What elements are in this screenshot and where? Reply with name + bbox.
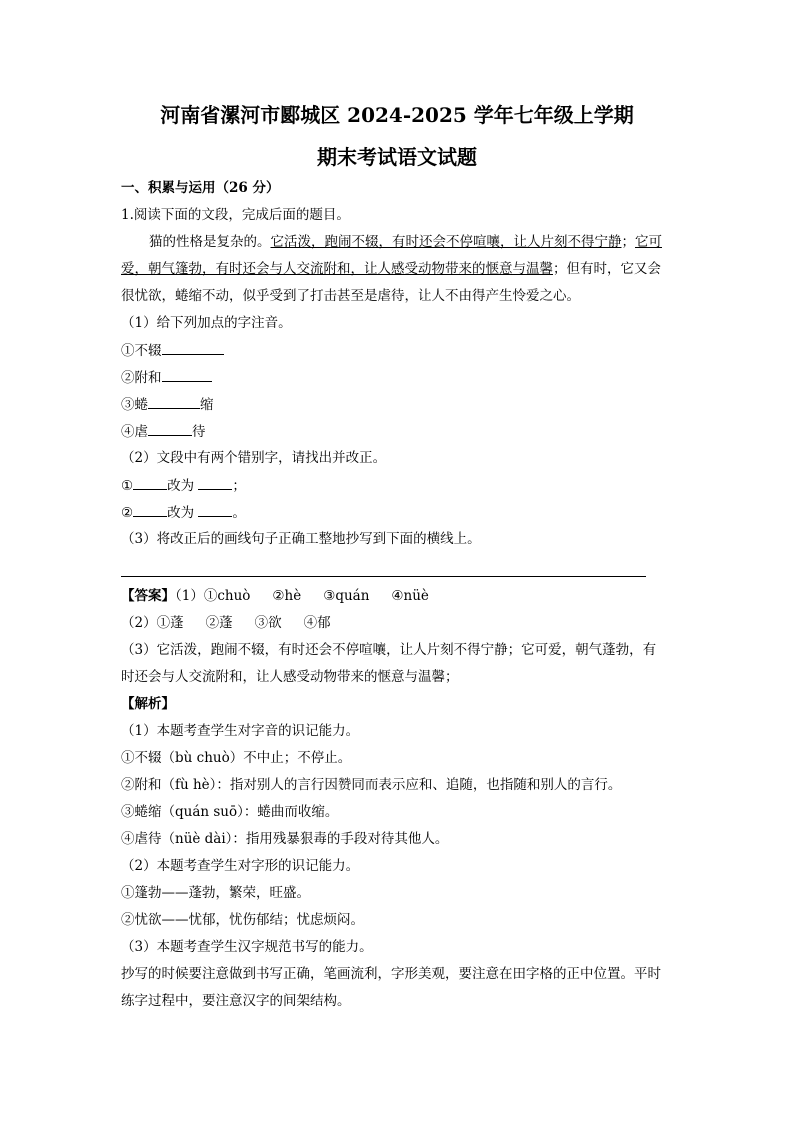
sub-question-3: （3）将改正后的画线句子正确工整地抄写到下面的横线上。 [121, 531, 481, 547]
sub-question-2: （2）文段中有两个错别字，请找出并改正。 [121, 450, 387, 466]
fix-item-2: ② 改为 。 [121, 502, 246, 523]
answer-line-2: （2）①蓬 ②蓬 ③欲 ④郁 [121, 615, 331, 631]
pinyin-item-1: ①不辍 [121, 340, 224, 361]
answer-line-3: （3）它活泼，跑闹不辍，有时还会不停喧嚷，让人片刻不得宁静；它可爱，朝气蓬勃，有 [121, 642, 657, 658]
analysis-line: ②忧欲——忧郁，忧伤郁结；忧虑烦闷。 [121, 912, 364, 928]
passage-line-2: 爱，朝气篷勃，有时还会与人交流附和，让人感受动物带来的惬意与温馨；但有时，它又会 [121, 261, 661, 277]
title-line-1: 河南省漯河市郾城区 2024-2025 学年七年级上学期 [160, 103, 634, 127]
answer-label: 【答案】 [121, 588, 175, 604]
passage-line-1: 猫的性格是复杂的。它活泼，跑闹不辍，有时还会不停喧嚷，让人片刻不得宁静；它可 [149, 234, 662, 250]
analysis-line: 抄写的时候要注意做到书写正确，笔画流利，字形美观，要注意在田字格的正中位置。平时 [121, 966, 661, 982]
analysis-label: 【解析】 [121, 696, 175, 712]
underlined-sentence-1: 它活泼，跑闹不辍，有时还会不停喧嚷，让人片刻不得宁静 [270, 234, 622, 250]
analysis-line: ③蜷缩（quán suō）：蜷曲而收缩。 [121, 804, 339, 820]
answer-blank[interactable] [133, 502, 167, 517]
analysis-line: ①不辍（bù chuò）不中止；不停止。 [121, 750, 352, 766]
analysis-line: （3）本题考查学生汉字规范书写的能力。 [121, 939, 373, 955]
answer-blank[interactable] [148, 394, 200, 409]
question-intro: 1.阅读下面的文段，完成后面的题目。 [121, 207, 350, 223]
answer-blank[interactable] [162, 367, 212, 382]
sub-question-1: （1）给下列加点的字注音。 [121, 315, 292, 331]
analysis-line: ④虐待（nüè dài）：指用残暴狠毒的手段对待其他人。 [121, 831, 449, 847]
answer-blank[interactable] [198, 502, 232, 517]
copy-answer-line[interactable] [121, 576, 646, 577]
pinyin-item-2: ②附和 [121, 367, 212, 388]
title-line-2: 期末考试语文试题 [317, 145, 477, 169]
section-heading: 一、积累与运用（26 分） [121, 180, 280, 196]
passage-line-3: 很忧欲，蜷缩不动，似乎受到了打击甚至是虐待，让人不由得产生怜爱之心。 [121, 288, 580, 304]
analysis-line: ②附和（fù hè）：指对别人的言行因赞同而表示应和、追随，也指随和别人的言行。 [121, 777, 622, 793]
analysis-line: （1）本题考查学生对字音的识记能力。 [121, 723, 360, 739]
analysis-line: （2）本题考查学生对字形的识记能力。 [121, 858, 360, 874]
answer-line-4: 时还会与人交流附和，让人感受动物带来的惬意与温馨； [121, 669, 459, 685]
underlined-sentence-2: 爱，朝气篷勃，有时还会与人交流附和，让人感受动物带来的惬意与温馨 [121, 261, 553, 277]
answer-blank[interactable] [198, 475, 232, 490]
answer-blank[interactable] [148, 421, 192, 436]
analysis-line: 练字过程中，要注意汉字的间架结构。 [121, 993, 351, 1009]
pinyin-item-4: ④虐 待 [121, 421, 206, 442]
answer-blank[interactable] [133, 475, 167, 490]
fix-item-1: ① 改为 ； [121, 475, 246, 496]
answer-line-1: 【答案】（1）①chuò ②hè ③quán ④nüè [121, 588, 429, 604]
answer-blank[interactable] [162, 340, 224, 355]
pinyin-item-3: ③蜷 缩 [121, 394, 214, 415]
analysis-line: ①篷勃——蓬勃，繁荣，旺盛。 [121, 885, 310, 901]
